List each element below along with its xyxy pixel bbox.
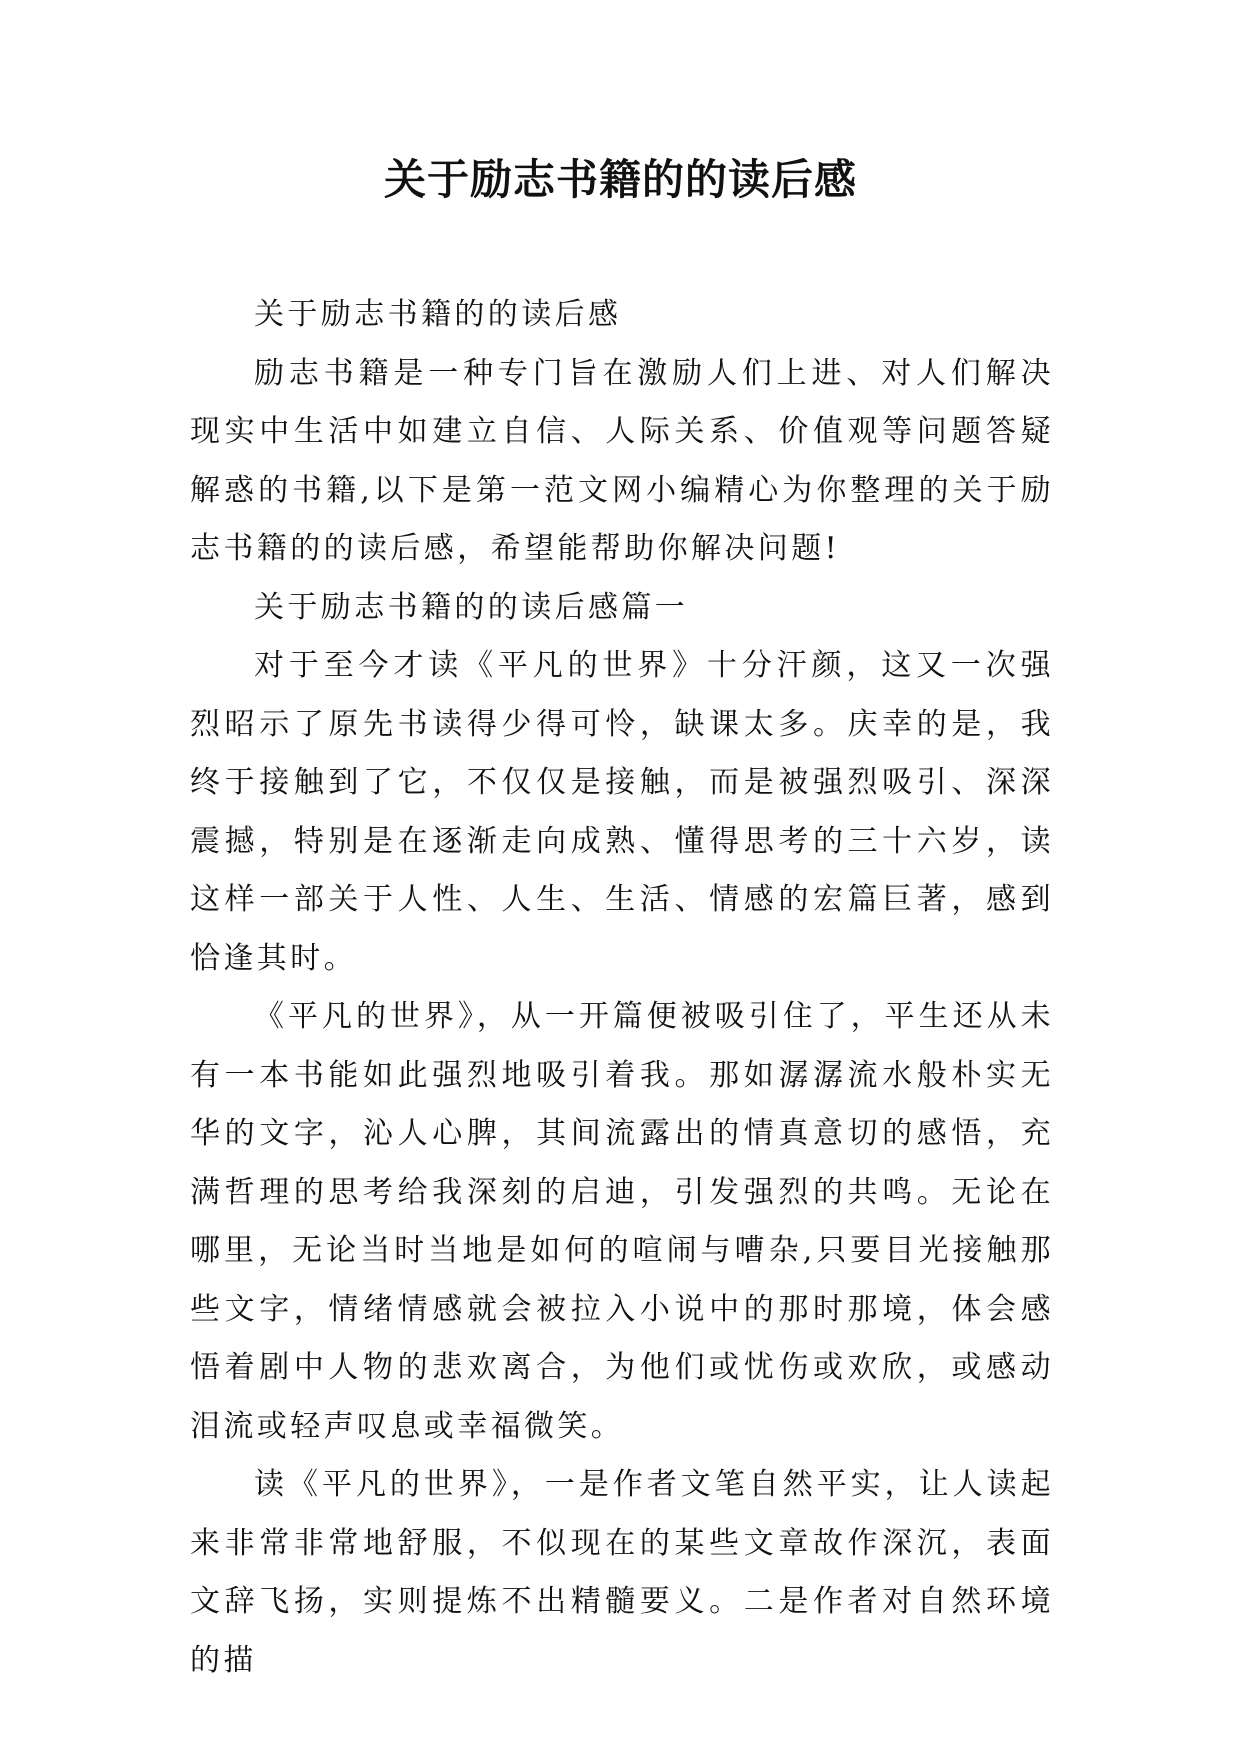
paragraph: 《平凡的世界》，从一开篇便被吸引住了，平生还从未有一本书能如此强烈地吸引着我。那如潺潺流水般朴实无华的文字，沁人心脾，其间流露出的情真意切的感悟，充满哲理的思考给我深刻的启迪，引发强烈的共鸣。无论在哪里，无论当时当地是如何的喧闹与嘈杂,只要目光接触那些文字，情绪情感就会被拉入小说中的那时那境，体会感悟着剧中人物的悲欢离合，为他们或忧伤或欢欣，或感动泪流或轻声叹息或幸福微笑。: [190, 999, 1054, 1444]
paragraph-intro: 励志书籍是一种专门旨在激励人们上进、对人们解决现实中生活中如建立自信、人际关系、价值观等问题答疑解惑的书籍,以下是第一范文网小编精心为你整理的关于励志书籍的的读后感，希望能帮助你解决问题!: [190, 355, 1054, 566]
document-body: [190, 286, 1054, 1690]
paragraph: 读《平凡的世界》，一是作者文笔自然平实，让人读起来非常非常地舒服，不似现在的某些文章故作深沉，表面文辞飞扬，实则提炼不出精髓要义。二是作者对自然环境的描: [190, 1467, 1054, 1678]
paragraph: 对于至今才读《平凡的世界》十分汗颜，这又一次强烈昭示了原先书读得少得可怜，缺课太多。庆幸的是，我终于接触到了它，不仅仅是接触，而是被强烈吸引、深深震撼，特别是在逐渐走向成熟、懂得思考的三十六岁，读这样一部关于人性、人生、生活、情感的宏篇巨著，感到恰逢其时。: [190, 648, 1054, 976]
section-heading: 关于励志书籍的的读后感篇一: [254, 589, 689, 625]
paragraph-subtitle: 关于励志书籍的的读后感: [254, 297, 622, 332]
document-title: 关于励志书籍的的读后感: [383, 155, 857, 204]
